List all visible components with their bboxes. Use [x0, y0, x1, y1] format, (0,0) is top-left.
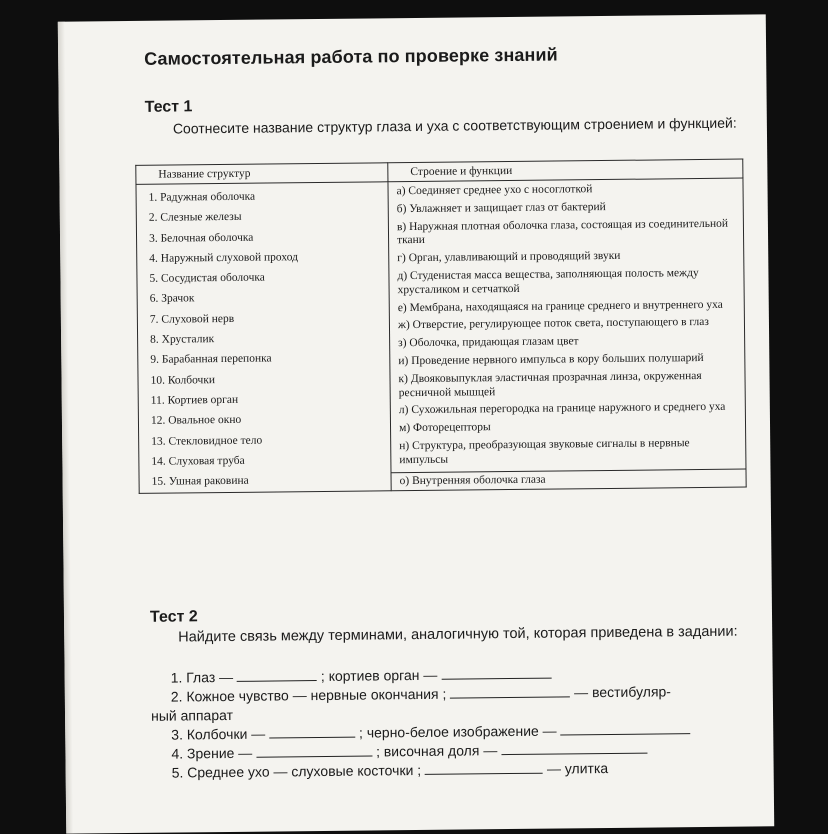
function-item: а) Соединяет среднее ухо с носоглоткой	[396, 183, 593, 198]
structures-column	[136, 182, 391, 494]
question-text: 5. Среднее ухо — слуховые косточки ;	[171, 761, 422, 781]
structure-item: 14. Слуховая труба	[151, 454, 245, 468]
structure-item: 13. Стекловидное тело	[151, 434, 263, 448]
structure-item: 11. Кортиев орган	[150, 393, 239, 407]
question-text: ; кортиев орган —	[320, 666, 438, 685]
function-item: ж) Отверстие, регулирующее поток света, поступающего в глаз	[397, 316, 709, 332]
structure-item: 15. Ушная раковина	[151, 474, 249, 488]
structures-header: Название структур	[136, 163, 388, 185]
textbook-page	[58, 14, 774, 833]
answer-blank[interactable]	[256, 743, 372, 757]
answer-blank[interactable]	[450, 684, 570, 698]
functions-header: Строение и функции	[388, 159, 743, 182]
structure-item: 10. Колбочки	[150, 373, 216, 387]
answer-blank[interactable]	[269, 725, 355, 739]
test2-questions	[151, 663, 752, 783]
function-item: г) Орган, улавливающий и проводящий звуки	[397, 250, 621, 265]
function-item: е) Мембрана, находящаяся на границе среднего и внутреннего уха	[397, 298, 723, 314]
function-item: о) Внутренняя оболочка глаза	[391, 468, 745, 491]
structure-item: 7. Слуховой нерв	[149, 312, 235, 326]
structure-item: 8. Хрусталик	[150, 333, 215, 346]
function-item: и) Проведение нервного импульса в кору больших полушарий	[398, 351, 704, 368]
question-text: — вестибуляр-	[574, 683, 672, 701]
function-item: л) Сухожильная перегородка на границе наружного и среднего уха	[398, 401, 726, 417]
answer-blank[interactable]	[501, 741, 647, 756]
answer-blank[interactable]	[237, 668, 317, 682]
question-text: ; черно-белое изображение —	[358, 722, 557, 741]
question-text: — улитка	[546, 760, 609, 777]
structure-item: 4. Наружный слуховой проход	[149, 251, 299, 265]
question-text: 1. Глаз —	[170, 668, 234, 686]
question-text: ; височная доля —	[375, 742, 498, 760]
function-item: д) Студенистая масса вещества, заполняющая полость между хрусталиком и сетчаткой	[397, 267, 699, 296]
page-heading: Самостоятельная работа по проверке знаний	[144, 44, 558, 69]
structure-item: 6. Зрачок	[149, 292, 195, 306]
function-item: б) Увлажняет и защищает глаз от бактерий	[396, 200, 606, 215]
answer-blank[interactable]	[441, 666, 551, 680]
function-item: з) Оболочка, придающая глазам цвет	[398, 335, 579, 350]
matching-table	[135, 159, 746, 495]
structure-item: 2. Слезные железы	[148, 211, 242, 225]
function-item: в) Наружная плотная оболочка глаза, состоящая из соединительной ткани	[396, 217, 729, 247]
function-item: н) Структура, преобразующая звуковые сигналы в нервные импульсы	[399, 437, 690, 466]
test1-instruction: Соотнесите название структур глаза и уха с соответствующим строением и функцией:	[172, 114, 737, 137]
test1-title: Тест 1	[144, 98, 193, 116]
structure-item: 1. Радужная оболочка	[148, 190, 256, 204]
functions-column	[388, 178, 746, 491]
test2-instruction: Найдите связь между терминами, аналогичную той, которая приведена в задании:	[178, 623, 738, 646]
structure-item: 3. Белочная оболочка	[148, 231, 254, 245]
function-item: к) Двояковыпуклая эластичная прозрачная линза, окруженная ресничной мышцей	[398, 369, 702, 399]
structure-item: 5. Сосудистая оболочка	[149, 271, 265, 285]
question-text: 2. Кожное чувство — нервные окончания ;	[170, 685, 447, 705]
question-text: 4. Зрение —	[171, 744, 253, 762]
test2-title: Тест 2	[149, 608, 198, 626]
structure-item: 12. Овальное окно	[150, 414, 242, 428]
function-item: м) Фоторецепторы	[398, 421, 491, 435]
answer-blank[interactable]	[425, 761, 543, 775]
question-text: 3. Колбочки —	[171, 725, 266, 743]
question-2-continuation: ный аппарат	[150, 706, 234, 724]
structure-item: 9. Барабанная перепонка	[150, 352, 272, 367]
answer-blank[interactable]	[560, 721, 690, 735]
